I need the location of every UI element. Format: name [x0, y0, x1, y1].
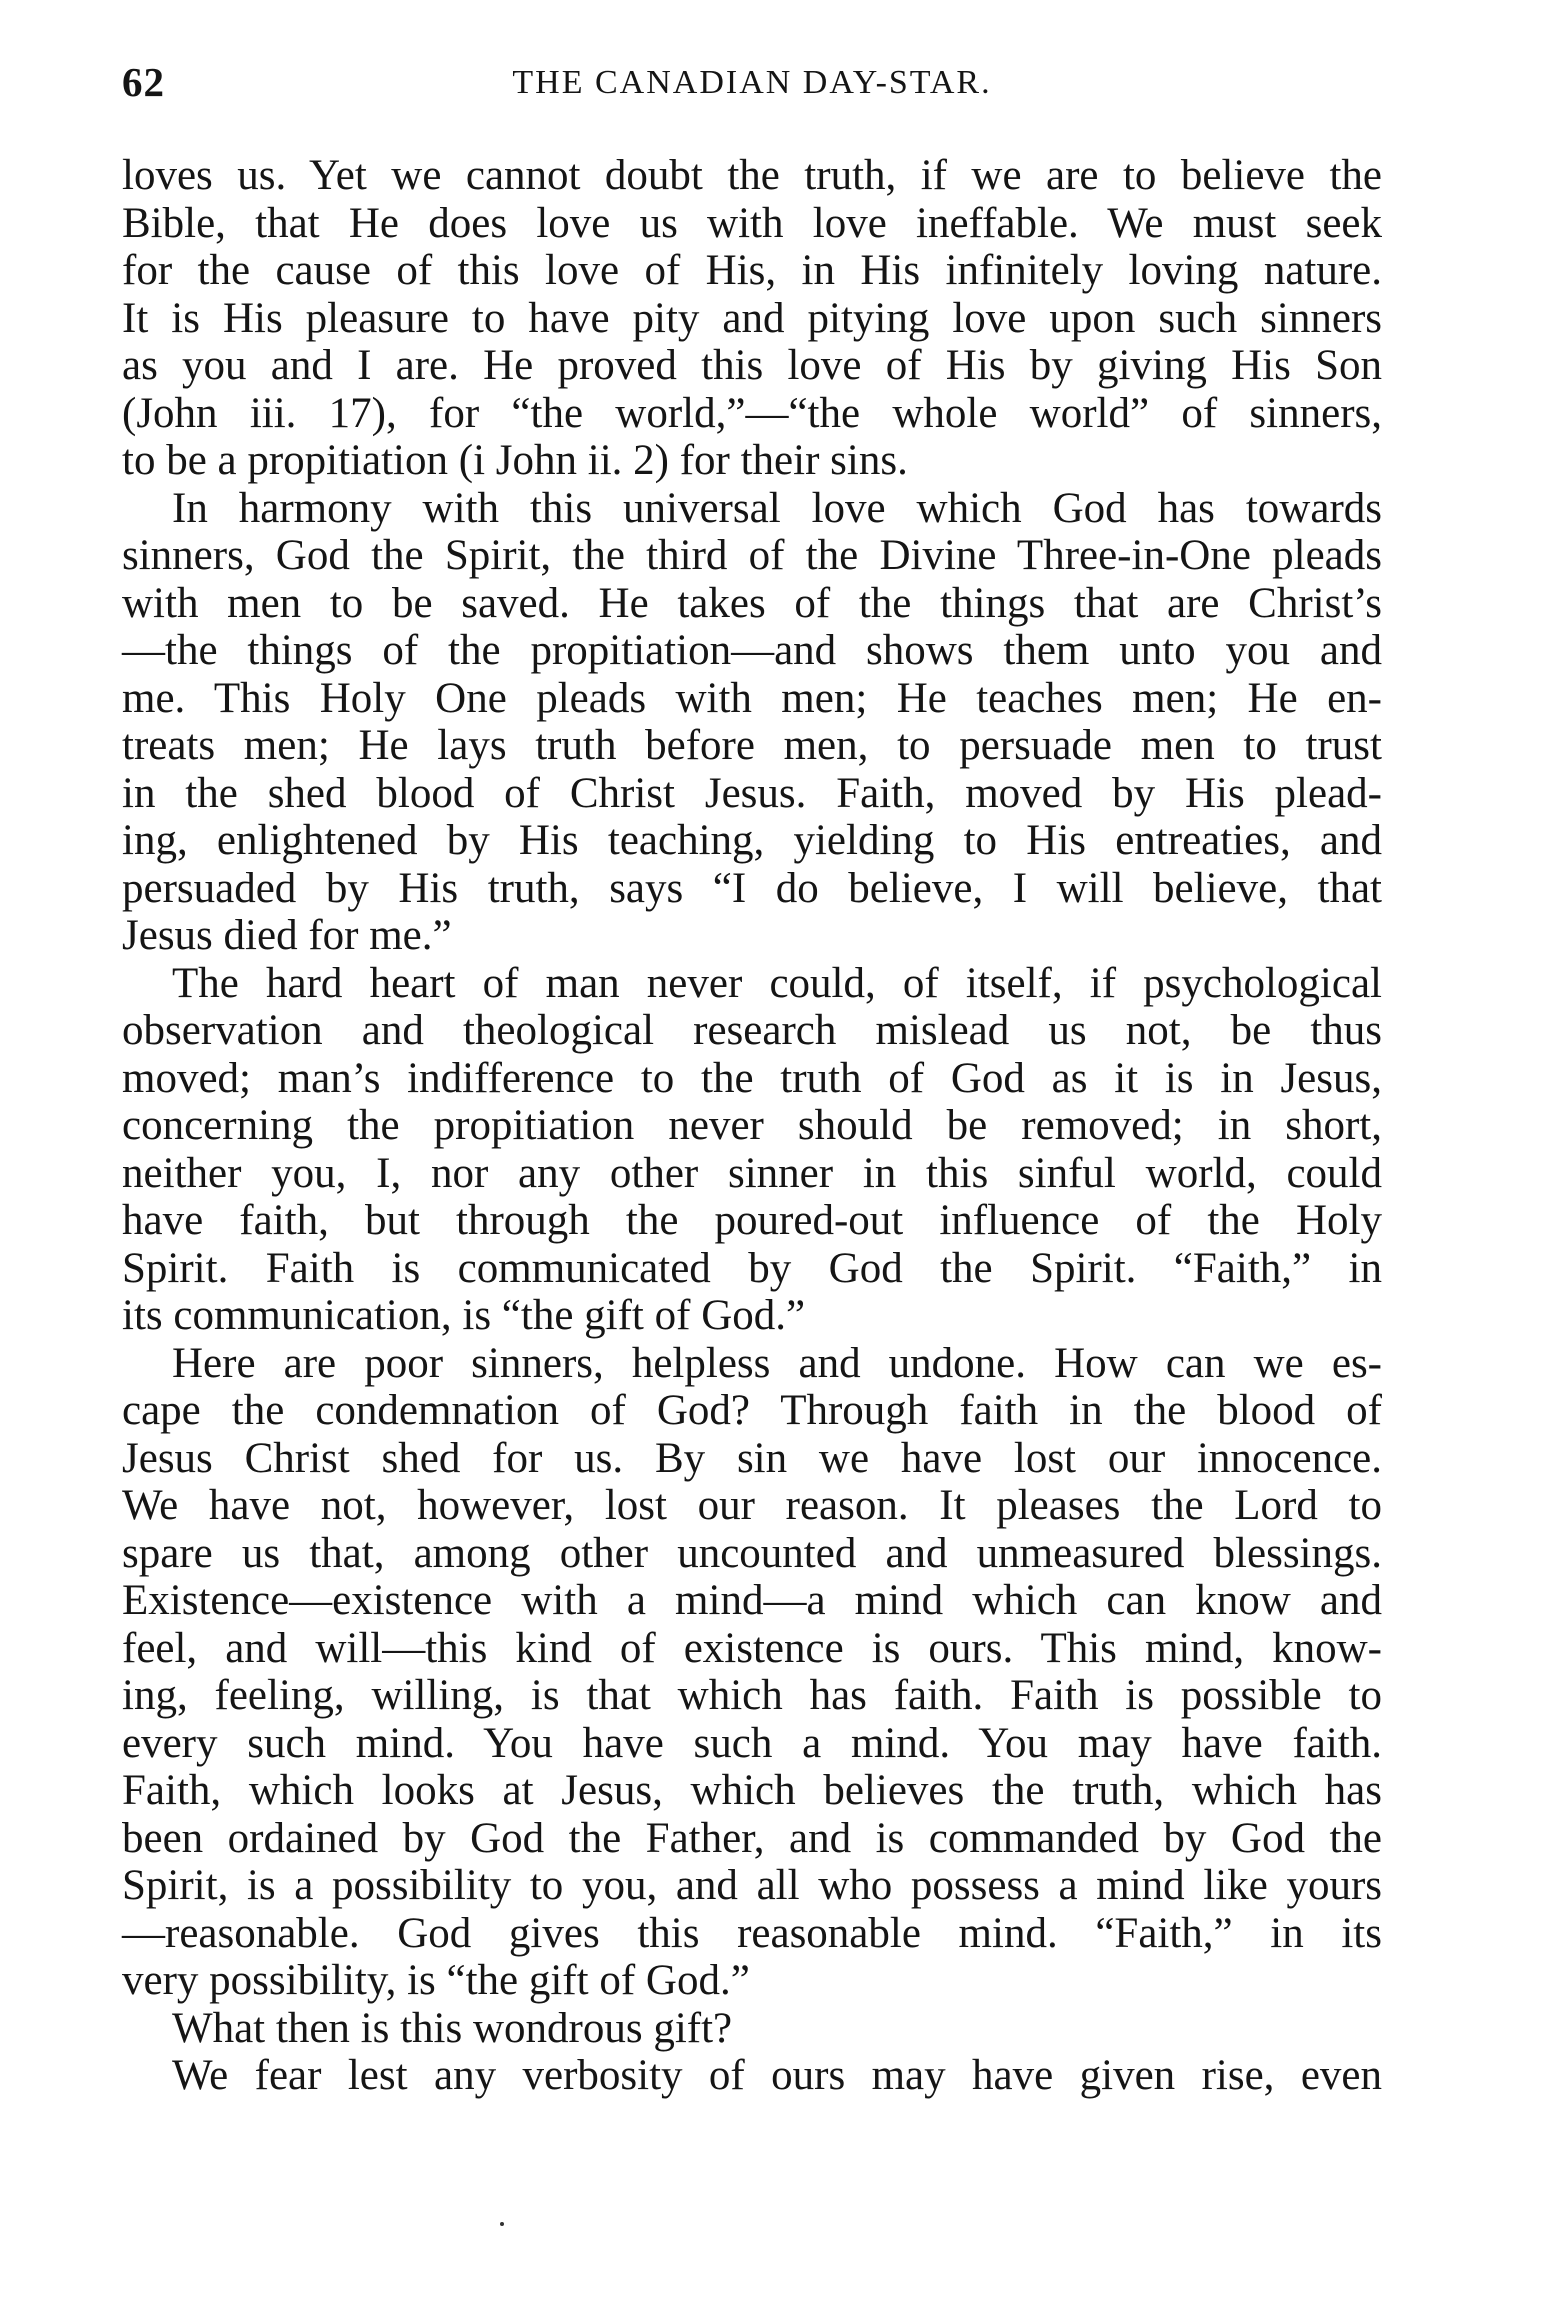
text-line: It is His pleasure to have pity and pitying love upon such sinners: [122, 294, 1382, 342]
text-line: every such mind. You have such a mind. You may have faith.: [122, 1719, 1382, 1767]
text-line: loves us. Yet we cannot doubt the truth, if we are to believe the: [122, 152, 1382, 199]
text-line: cape the condemnation of God? Through faith in the blood of: [122, 1387, 1382, 1434]
text-line: have faith, but through the poured-out influence of the Holy: [122, 1197, 1382, 1244]
text-line: What then is this wondrous gift?: [172, 2004, 733, 2052]
text-line: sinners, God the Spirit, the third of the Divine Three-in-One pleads: [122, 532, 1382, 579]
text-line: The hard heart of man never could, of itself, if psychological: [172, 959, 1382, 1007]
body-text: [122, 152, 1382, 2100]
text-line: We have not, however, lost our reason. It pleases the Lord to: [122, 1482, 1382, 1529]
text-line: Jesus died for me.”: [122, 912, 452, 959]
text-line: been ordained by God the Father, and is commanded by God the: [122, 1814, 1382, 1862]
text-line: Existence—existence with a mind—a mind which can know and: [122, 1577, 1382, 1624]
text-line: Spirit, is a possibility to you, and all who possess a mind like yours: [122, 1862, 1382, 1909]
text-line: We fear lest any verbosity of ours may have given rise, even: [172, 2052, 1382, 2099]
stray-dot: [500, 2222, 504, 2226]
page-header: [122, 58, 1382, 118]
text-line: treats men; He lays truth before men, to persuade men to trust: [122, 722, 1382, 769]
text-line: spare us that, among other uncounted and unmeasured blessings.: [122, 1529, 1382, 1577]
text-line: feel, and will—this kind of existence is ours. This mind, know-: [122, 1624, 1382, 1672]
text-line: observation and theological research mislead us not, be thus: [122, 1007, 1382, 1054]
text-line: In harmony with this universal love which God has towards: [172, 484, 1382, 532]
text-line: ing, feeling, willing, is that which has faith. Faith is possible to: [122, 1672, 1382, 1719]
text-line: very possibility, is “the gift of God.”: [122, 1957, 750, 2004]
running-title: THE CANADIAN DAY-STAR.: [512, 64, 992, 101]
text-line: its communication, is “the gift of God.”: [122, 1292, 806, 1339]
text-line: neither you, I, nor any other sinner in this sinful world, could: [122, 1149, 1382, 1197]
text-line: Here are poor sinners, helpless and undone. How can we es-: [172, 1339, 1382, 1387]
text-line: moved; man’s indifference to the truth of God as it is in Jesus,: [122, 1054, 1382, 1102]
page-number: 62: [122, 59, 165, 105]
text-line: as you and I are. He proved this love of His by giving His Son: [122, 342, 1382, 389]
text-line: for the cause of this love of His, in His infinitely loving nature.: [122, 247, 1382, 294]
text-line: —reasonable. God gives this reasonable mind. “Faith,” in its: [122, 1909, 1382, 1957]
text-line: Jesus Christ shed for us. By sin we have lost our innocence.: [122, 1434, 1382, 1482]
text-line: (John iii. 17), for “the world,”—“the whole world” of sinners,: [122, 389, 1382, 437]
text-line: in the shed blood of Christ Jesus. Faith, moved by His plead-: [122, 769, 1382, 817]
text-line: —the things of the propitiation—and shows them unto you and: [122, 627, 1382, 674]
text-line: to be a propitiation (i John ii. 2) for their sins.: [122, 437, 908, 484]
text-line: with men to be saved. He takes of the things that are Christ’s: [122, 579, 1382, 627]
text-line: Spirit. Faith is communicated by God the Spirit. “Faith,” in: [122, 1244, 1382, 1292]
text-line: concerning the propitiation never should be removed; in short,: [122, 1102, 1382, 1149]
text-line: ing, enlightened by His teaching, yielding to His entreaties, and: [122, 817, 1382, 864]
text-line: persuaded by His truth, says “I do believe, I will believe, that: [122, 864, 1382, 912]
text-line: Bible, that He does love us with love ineffable. We must seek: [122, 199, 1382, 247]
text-line: Faith, which looks at Jesus, which believes the truth, which has: [122, 1767, 1382, 1814]
text-line: me. This Holy One pleads with men; He teaches men; He en-: [122, 674, 1382, 722]
